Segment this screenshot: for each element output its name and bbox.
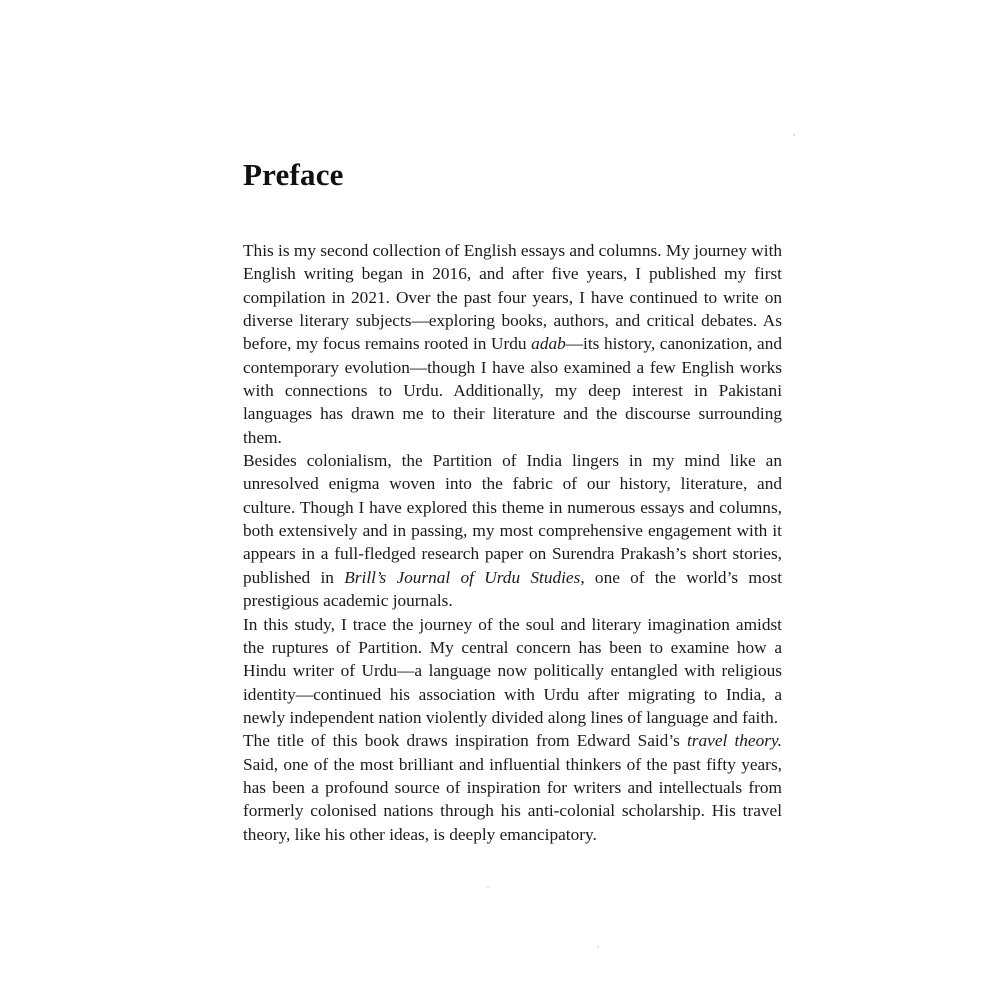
paragraph-2-italic-journal: Brill’s Journal of Urdu Studies <box>344 567 581 587</box>
paragraph-2 <box>243 449 782 612</box>
paper-speck <box>487 886 489 888</box>
paper-speck <box>793 134 795 136</box>
paragraph-2-text-b: , one of the world’s most prestigious academic journals. <box>243 567 782 611</box>
paragraph-4-text-b: Said, one of the most brilliant and influential thinkers of the past fifty years, has been a profound source of inspiration for writers and intellectuals from formerly colonised nations through his anti-colonial scholarship. His travel theory, like his other ideas, is deeply emancipatory. <box>243 754 782 844</box>
paragraph-4-italic-travel-theory: travel theory. <box>687 731 782 751</box>
paper-speck <box>597 946 599 948</box>
paragraph-3: In this study, I trace the journey of the soul and literary imagination amidst the ruptures of Partition. My central concern has been to examine how a Hindu writer of Urdu—a language now politically entangled with religious identity—continued his association with Urdu after migrating to India, a newly independent nation violently divided along lines of language and faith. <box>243 614 782 727</box>
paragraph-4-text-a: The title of this book draws inspiration from Edward Said’s <box>243 731 687 751</box>
page-title: Preface <box>243 157 344 192</box>
paragraph-1-text-a: This is my second collection of English essays and columns. My journey with English writing began in 2016, and after five years, I published my first compilation in 2021. Over the past four years, I have continued to write on diverse literary subjects—exploring books, authors, and critical debates. As before, my focus remains rooted in Urdu <box>243 241 783 354</box>
paragraph-1-italic-adab: adab <box>531 334 566 354</box>
paragraph-1 <box>243 239 782 449</box>
paragraph-2-text-a: Besides colonialism, the Partition of India lingers in my mind like an unresolved enigma woven into the fabric of our history, literature, and culture. Though I have explored this theme in numerous essays and columns, both extensively and in passing, my most comprehensive engagement with it appears in a full-fledged research paper on Surendra Prakash’s short stories, published in <box>243 451 782 587</box>
paragraph-1-text-b: —its history, canonization, and contemporary evolution—though I have also examined a few English works with connections to Urdu. Additionally, my deep interest in Pakistani languages has drawn me to their literature and the discourse surrounding them. <box>243 334 782 447</box>
preface-body <box>243 239 782 846</box>
paragraph-4 <box>243 729 782 846</box>
